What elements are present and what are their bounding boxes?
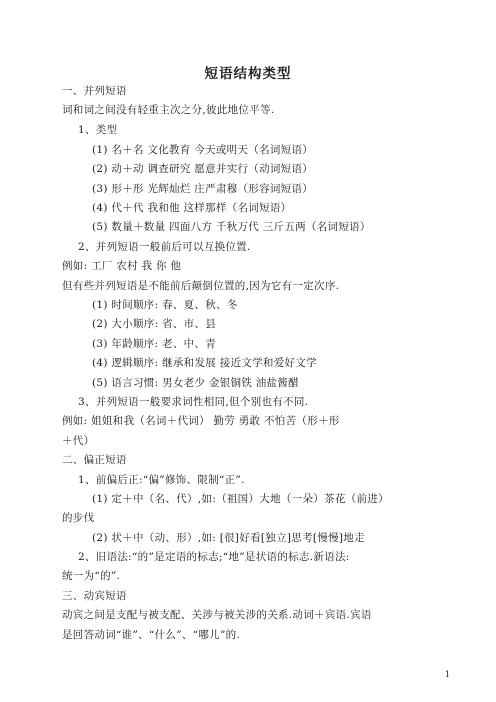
list-item: (1) 时间顺序: 春、夏、秋、冬	[92, 299, 238, 311]
paragraph-line: ＋代）	[62, 435, 95, 447]
paragraph-line: 是回答动词“谁”、“什么”、“哪儿”的.	[62, 629, 241, 641]
subsection-heading: 1、前偏后正:“偏”修饰、限制“正”.	[78, 474, 245, 486]
list-item: (1) 名＋名 文化教育 今天或明天（名词短语）	[92, 144, 314, 156]
list-item: (5) 语言习惯: 男女老少 金银铜铁 油盐酱醋	[92, 377, 299, 389]
subsection-heading: 3、并列短语一般要求词性相同,但个别也有不同.	[78, 396, 309, 408]
paragraph-line: 词和词之间没有轻重主次之分,彼此地位平等.	[62, 104, 275, 116]
list-item: (2) 动＋动 调查研究 愿意并实行（动词短语）	[92, 163, 314, 175]
paragraph-line: 动宾之间是支配与被支配、关涉与被关涉的关系.动词＋宾语.宾语	[62, 609, 372, 621]
list-item: (3) 年龄顺序: 老、中、青	[92, 338, 217, 350]
list-item: (4) 逻辑顺序: 继承和发展 接近文学和爱好文学	[92, 357, 317, 369]
paragraph-line: 例如: 工厂 农村 我 你 他	[62, 260, 182, 272]
section-heading: 三、动宾短语	[62, 590, 127, 602]
paragraph-line: 例如: 姐姐和我（名词＋代词） 勤劳 勇敢 不怕苦（形＋形	[62, 415, 340, 427]
list-item: (2) 状＋中（动、形）,如: [很]好看[独立]思考[慢慢]地走	[92, 532, 365, 544]
subsection-heading: 2、旧语法:“的”是定语的标志;“地”是状语的标志.新语法:	[78, 551, 350, 563]
paragraph-line: 统一为“的”.	[62, 570, 121, 582]
list-item: (1) 定＋中（名、代）,如:（祖国）大地（一朵）茶花（前进）	[92, 493, 389, 505]
page-title: 短语结构类型	[204, 66, 292, 82]
subsection-heading: 2、并列短语一般前后可以互换位置.	[78, 241, 251, 253]
page-number: 1	[444, 670, 450, 679]
section-heading: 一、并列短语	[62, 85, 127, 97]
section-heading: 二、偏正短语	[62, 454, 127, 466]
list-item: (5) 数量＋数量 四面八方 千秋万代 三斤五两（名词短语）	[92, 221, 371, 233]
list-item: (2) 大小顺序: 省、市、县	[92, 318, 217, 330]
list-item: (4) 代＋代 我和他 这样那样（名词短语）	[92, 202, 292, 214]
list-item: (3) 形＋形 光辉灿烂 庄严肃穆（形容词短语）	[92, 183, 314, 195]
paragraph-line: 的步伐	[62, 512, 95, 524]
subsection-heading: 1、类型	[78, 124, 118, 136]
paragraph-line: 但有些并列短语是不能前后颠倒位置的,因为它有一定次序.	[62, 280, 340, 292]
